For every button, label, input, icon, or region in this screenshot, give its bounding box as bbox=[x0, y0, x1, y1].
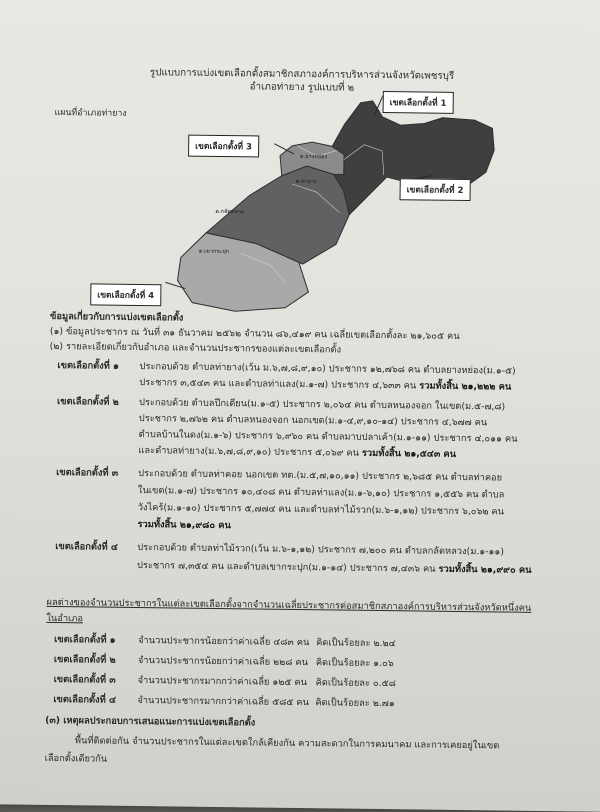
document-subtitle: อำเภอท่ายาง รูปแบบที่ ๒ bbox=[249, 81, 355, 94]
map-region-label: ต.เขากระปุก bbox=[198, 248, 230, 256]
map-region-label: ต.ท่ายาง bbox=[295, 178, 317, 186]
zone-3-line: ในเขต(ม.๑-๗) ประชากร ๑๐,๔๐๘ คน ตำบลท่าแลง(ม.๑-๖,๑๐) ประชากร ๑,๕๕๖ คน ตำบล bbox=[137, 485, 505, 501]
reason-line: เลือกตั้งเดียวกัน bbox=[44, 752, 108, 765]
diff-row-label: เขตเลือกตั้งที่ ๑ bbox=[54, 634, 116, 646]
zone-3-label: เขตเลือกตั้งที่ ๓ bbox=[56, 467, 119, 479]
callout-zone-1: เขตเลือกตั้งที่ 1 bbox=[383, 91, 454, 114]
callout-zone-3: เขตเลือกตั้งที่ 3 bbox=[188, 135, 259, 158]
diff-row-pct: คิดเป็นร้อยละ ๒.๒๔ bbox=[316, 637, 396, 650]
zone-2-line: และตำบลท่ายาง(ม.๖,๗,๘,๙,๑๐) ประชากร ๕,๐๖๙ คน bbox=[138, 445, 360, 459]
reason-line: พื้นที่ติดต่อกัน จำนวนประชากรในแต่ละเขตใกล้เคียงกัน ความสะดวกในการคมนาคม และการเคยอยู่ในเขต bbox=[74, 735, 500, 752]
callout-zone-2: เขตเลือกตั้งที่ 2 bbox=[400, 178, 471, 201]
reason-heading: (๓) เหตุผลประกอบการเสนอแนะการแบ่งเขตเลือกตั้ง bbox=[45, 714, 256, 729]
zone-2-line: ประชากร ๒,๗๖๒ คน ตำบลหนองจอก นอกเขต(ม.๑-๔,๙,๑๐-๑๔) ประชากร ๔,๖๗๗ คน bbox=[138, 413, 488, 429]
diff-row-text: จำนวนประชากรมากกว่าค่าเฉลี่ย ๑๒๕ คน bbox=[137, 675, 308, 689]
zone-4-label: เขตเลือกตั้งที่ ๔ bbox=[55, 541, 118, 553]
zone-2-line: ประกอบด้วย ตำบลปึกเตียน(ม.๑-๕) ประชากร ๒,๐๖๔ คน ตำบลหนองจอก ในเขต(ม.๕-๗,๘) bbox=[138, 397, 506, 413]
diff-row-pct: คิดเป็นร้อยละ ๑.๐๖ bbox=[315, 657, 394, 670]
diff-heading: ผลต่างของจำนวนประชากรในแต่ละเขตเลือกตั้งจากจำนวนเฉลี่ยประชากรต่อสมาชิกสภาองค์การบริหารส่วนจังหวัดหนึ่งคน bbox=[46, 596, 532, 614]
zone-2-line: ตำบลบ้านในดง(ม.๑-๖) ประชากร ๖,๙๖๐ คน ตำบลมาบปลาเค้า(ม.๑-๑๑) ประชากร ๔,๐๑๑ คน bbox=[138, 429, 518, 445]
diff-row-label: เขตเลือกตั้งที่ ๓ bbox=[53, 674, 116, 686]
info-heading: ข้อมูลเกี่ยวกับการแบ่งเขตเลือกตั้ง bbox=[49, 310, 184, 324]
map-region-label: ต.กลัดหลวง bbox=[215, 208, 244, 216]
zone-3-total: รวมทั้งสิ้น ๒๑,๙๘๐ คน bbox=[137, 519, 231, 532]
zone-1-line: ประชากร ๓,๕๔๓ คน และตำบลท่าแลง(ม.๑-๗) ประชากร ๔,๖๓๓ คน bbox=[139, 377, 417, 392]
zone-4-line: ประชากร ๗,๓๕๔ คน และตำบลเขากระปุก(ม.๑-๑๔) ประชากร ๗,๔๓๖ คน bbox=[136, 560, 436, 575]
zone-4-total: รวมทั้งสิ้น ๒๑,๙๙๐ คน bbox=[438, 563, 532, 576]
zone-4-line: ประกอบด้วย ตำบลท่าไม้รวก(เว้น ม.๖-๑,๑๒) ประชากร ๗,๒๐๐ คน ตำบลกลัดหลวง(ม.๑-๑๑) bbox=[137, 542, 505, 558]
callout-zone-4: เขตเลือกตั้งที่ 4 bbox=[90, 283, 161, 306]
zone-1-total: รวมทั้งสิ้น ๒๑,๒๒๒ คน bbox=[419, 380, 512, 393]
zone-3-line: วังไคร้(ม.๑-๑๐) ประชากร ๕,๗๗๔ คน และตำบลท่าไม้รวก(ม.๖-๑,๑๒) ประชากร ๖,๐๖๒ คน bbox=[137, 502, 505, 518]
diff-row-pct: คิดเป็นร้อยละ ๒.๗๑ bbox=[315, 697, 395, 710]
zone-1-line: ประกอบด้วย ตำบลท่ายาง(เว้น ม.๖,๗,๘,๙,๑๐) ประชากร ๑๒,๗๖๘ คน ตำบลยางหย่อง(ม.๑-๕) bbox=[139, 361, 516, 377]
zone-1-label: เขตเลือกตั้งที่ ๑ bbox=[57, 360, 120, 372]
map-region-label: ต.ยางหย่อง bbox=[299, 153, 328, 161]
diff-row-label: เขตเลือกตั้งที่ ๒ bbox=[53, 654, 116, 666]
map-caption: แผนที่อำเภอท่ายาง bbox=[54, 107, 127, 119]
diff-row-pct: คิดเป็นร้อยละ ๐.๕๘ bbox=[315, 677, 396, 690]
document-title: รูปแบบการแบ่งเขตเลือกตั้งสมาชิกสภาองค์การบริหารส่วนจังหวัดเพชรบุรี bbox=[149, 67, 455, 82]
diff-row-text: จำนวนประชากรมากกว่าค่าเฉลี่ย ๕๘๕ คน bbox=[137, 695, 309, 709]
diff-row-text: จำนวนประชากรน้อยกว่าค่าเฉลี่ย ๔๘๓ คน bbox=[138, 635, 310, 649]
info-item-1: (๑) ข้อมูลประชากร ณ วันที่ ๓๑ ธันวาคม ๒๕๖๒ จำนวน ๘๖,๔๑๙ คน เฉลี่ยเขตเลือกตั้งละ ๒๑,๖๐๕ คน bbox=[49, 325, 460, 342]
zone-3-line: ประกอบด้วย ตำบลท่าคอย นอกเขต ทต.(ม.๕,๗,๑๐,๑๑) ประชากร ๒,๖๘๕ คน ตำบลท่าคอย bbox=[138, 468, 503, 484]
diff-row-text: จำนวนประชากรน้อยกว่าค่าเฉลี่ย ๒๒๘ คน bbox=[137, 655, 309, 669]
info-item-2: (๒) รายละเอียดเกี่ยวกับอำเภอ และจำนวนประชากรของแต่ละเขตเลือกตั้ง bbox=[49, 340, 342, 356]
diff-heading-line2: ในอำเภอ bbox=[46, 612, 84, 625]
zone-2-label: เขตเลือกตั้งที่ ๒ bbox=[56, 396, 119, 408]
diff-row-label: เขตเลือกตั้งที่ ๔ bbox=[53, 694, 117, 706]
zone-2-total: รวมทั้งสิ้น ๒๑,๕๔๓ คน bbox=[361, 447, 457, 460]
